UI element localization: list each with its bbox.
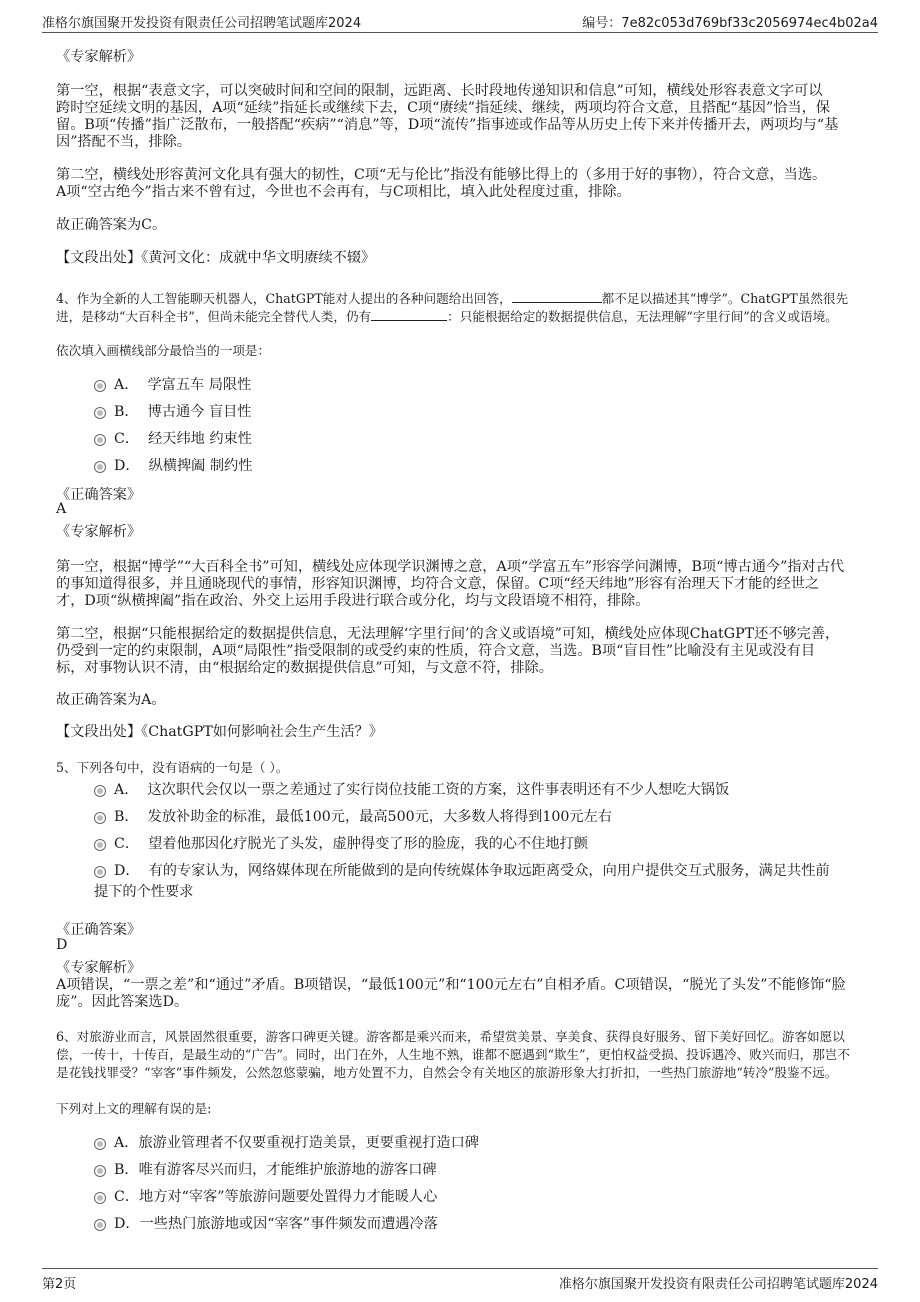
q4-blank-2 <box>371 308 447 321</box>
q4-p2-line: 仍受到一定的约束限制，A项“局限性”指受限制的或受约束的性质，符合文意，当选。B项“盲目性”比喻没有主见或没有目 <box>56 643 816 659</box>
q3-p1-line: 留。B项“传播”指广泛散布，一般搭配“疾病”“消息”等，D项“流传”指事迹或作品等从历史上传下来并传播开去，两项均与“基 <box>56 117 839 133</box>
option-text: 学富五车 局限性 <box>147 377 252 393</box>
option-text: 纵横捭阖 制约性 <box>148 458 253 474</box>
q4-answer: A <box>56 501 67 517</box>
q4-p2-line: 第二空，根据“只能根据给定的数据提供信息，无法理解‘字里行间’的含义或语境”可知，横线处应体现ChatGPT还不够完善， <box>56 626 840 642</box>
q4-p1-line: 才，D项“纵横捭阖”指在政治、外交上运用手段进行联合或分化，均与文段语境不相符，排除。 <box>56 593 650 609</box>
q3-p1-line: 跨时空延续文明的基因，A项“延续”指延长或继续下去，C项“赓续”指延续、继续，两项均符合文意，且搭配“基因”恰当，保 <box>56 100 830 116</box>
q4-conclusion: 故正确答案为A。 <box>56 692 166 708</box>
q5-p1-line: 庞”。因此答案选D。 <box>56 994 189 1010</box>
q5-option-d[interactable] <box>114 860 830 880</box>
q6-option-a[interactable] <box>114 1132 479 1152</box>
q5-p1-line: A项错误，“一票之差”和“通过”矛盾。B项错误，“最低100元”和“100元左右”自相矛盾。C项错误，“脱光了头发”不能修饰“脸 <box>56 977 846 993</box>
q4-stem-text: 进，是移动“大百科全书”，但尚未能完全替代人类，仍有 <box>56 309 372 324</box>
q6-option-d[interactable] <box>114 1213 438 1233</box>
q4-option-c-radio[interactable] <box>94 434 106 446</box>
q4-option-a-radio[interactable] <box>94 380 106 392</box>
q6-stem-line: 偿，一传十，十传百，是最生动的“广告”。同时，出门在外，人生地不熟，谁都不愿遇到“欺生”，更怕权益受损、投诉遇冷、败兴而归，那岂不 <box>56 1047 850 1062</box>
option-text: 望着他那因化疗脱光了头发，虚肿得变了形的脸庞，我的心不住地打颤 <box>148 836 588 852</box>
q4-stem-line2 <box>56 306 838 325</box>
option-letter: C． <box>114 1189 140 1205</box>
q4-option-a[interactable] <box>114 374 251 394</box>
q6-option-d-radio[interactable] <box>94 1219 106 1231</box>
q5-stem: 5、下列各句中，没有语病的一句是（ ）。 <box>56 760 289 775</box>
option-letter: A． <box>114 1135 139 1151</box>
option-text: 一些热门旅游地或因“宰客”事件频发而遭遇冷落 <box>139 1216 438 1232</box>
header-code: 编号：7e82c053d769bf33c2056974ec4b02a4 <box>582 16 878 31</box>
q6-option-c-radio[interactable] <box>94 1192 106 1204</box>
q5-option-d-radio[interactable] <box>94 866 106 878</box>
q6-option-a-radio[interactable] <box>94 1138 106 1150</box>
option-letter: A． <box>114 782 139 798</box>
option-letter: C． <box>114 431 140 447</box>
option-text: 发放补助金的标准，最低100元，最高500元，大多数人将得到100元左右 <box>147 809 612 825</box>
q5-option-d-continued: 提下的个性要求 <box>94 884 194 900</box>
option-letter: A． <box>114 377 139 393</box>
q4-option-b-radio[interactable] <box>94 407 106 419</box>
q4-stem-line1 <box>56 288 848 307</box>
option-letter: B． <box>114 404 139 420</box>
option-letter: C． <box>114 836 140 852</box>
page-header <box>42 10 878 33</box>
option-text: 唯有游客尽兴而归，才能维护旅游地的游客口碑 <box>138 1162 437 1178</box>
option-text: 博古通今 盲目性 <box>147 404 252 420</box>
q4-option-b[interactable] <box>114 401 251 421</box>
q3-analysis-title: 《专家解析》 <box>56 49 142 65</box>
footer-title: 准格尔旗国聚开发投资有限责任公司招聘笔试题库2024 <box>558 1277 878 1292</box>
q5-analysis-title: 《专家解析》 <box>56 960 142 976</box>
q5-answer: D <box>56 937 68 953</box>
option-letter: D． <box>114 1216 140 1232</box>
q3-p2-line: 第二空，横线处形容黄河文化具有强大的韧性，C项“无与伦比”指没有能够比得上的（多用于好的事物），符合文意，当选。 <box>56 167 827 183</box>
q4-stem-text: ：只能根据给定的数据提供信息，无法理解“字里行间”的含义或语境。 <box>447 309 838 324</box>
q3-p1-line: 第一空，根据“表意文字，可以突破时间和空间的限制，远距离、长时段地传递知识和信息”可知，横线处形容表意文字可以 <box>56 83 823 99</box>
q5-answer-title: 《正确答案》 <box>56 922 142 938</box>
q3-p2-line: A项“空古绝今”指古来不曾有过，今世也不会再有，与C项相比，填入此处程度过重，排除。 <box>56 184 631 200</box>
q6-option-c[interactable] <box>114 1186 437 1206</box>
option-text: 这次职代会仅以一票之差通过了实行岗位技能工资的方案，这件事表明还有不少人想吃大锅饭 <box>147 782 730 798</box>
q4-p2-line: 标，对事物认识不清，由“根据给定的数据提供信息”可知，与文意不符，排除。 <box>56 660 553 676</box>
option-letter: B． <box>114 1162 139 1178</box>
option-letter: D． <box>114 863 140 879</box>
option-letter: B． <box>114 809 139 825</box>
q6-prompt: 下列对上文的理解有误的是: <box>56 1101 212 1116</box>
q3-source: 【文段出处】《黄河文化：成就中华文明赓续不辍》 <box>56 250 376 266</box>
q4-source: 【文段出处】《ChatGPT如何影响社会生产生活？》 <box>56 724 383 740</box>
q4-option-c[interactable] <box>114 428 252 448</box>
q6-option-b-radio[interactable] <box>94 1165 106 1177</box>
page-number: 第2页 <box>42 1277 77 1292</box>
q5-option-a-radio[interactable] <box>94 785 106 797</box>
q6-option-b[interactable] <box>114 1159 437 1179</box>
q4-p1-line: 第一空，根据“博学”“大百科全书”可知，横线处应体现学识渊博之意，A项“学富五车”形容学问渊博，B项“博古通今”指对古代 <box>56 559 845 575</box>
q5-option-b-radio[interactable] <box>94 812 106 824</box>
q4-option-d-radio[interactable] <box>94 461 106 473</box>
q4-answer-title: 《正确答案》 <box>56 487 142 503</box>
q4-p1-line: 的事知道得很多，并且通晓现代的事情，形容知识渊博，均符合文意，保留。C项“经天纬地”形容有治理天下才能的经世之 <box>56 576 820 592</box>
q4-option-d[interactable] <box>114 455 252 475</box>
option-text: 地方对“宰客”等旅游问题要处置得力才能暖人心 <box>139 1189 438 1205</box>
option-text: 有的专家认为，网络媒体现在所能做到的是向传统媒体争取远距离受众，向用户提供交互式服务，满足共性前 <box>148 863 830 879</box>
q3-p1-line: 因”搭配不当，排除。 <box>56 134 191 150</box>
q4-stem-text: 都不足以描述其“博学”。ChatGPT虽然很先 <box>601 291 849 306</box>
q4-stem-text: 4、作为全新的人工智能聊天机器人，ChatGPT能对人提出的各种问题给出回答， <box>56 291 512 306</box>
q4-blank-1 <box>512 290 602 303</box>
q4-prompt: 依次填入画横线部分最恰当的一项是： <box>56 343 271 358</box>
q4-analysis-title: 《专家解析》 <box>56 524 142 540</box>
page-footer <box>42 1268 878 1293</box>
q5-option-b[interactable] <box>114 806 612 826</box>
q6-stem-line: 是花钱找罪受？“宰客”事件频发，公然忽悠蒙骗，地方处置不力，自然会令有关地区的旅游形象大打折扣，一些热门旅游地“转冷”殷鉴不远。 <box>56 1065 838 1080</box>
q5-option-c[interactable] <box>114 833 588 853</box>
q5-option-c-radio[interactable] <box>94 839 106 851</box>
option-text: 经天纬地 约束性 <box>148 431 252 447</box>
q3-conclusion: 故正确答案为C。 <box>56 217 167 233</box>
q6-stem-line: 6、对旅游业而言，风景固然很重要，游客口碑更关键。游客都是乘兴而来，希望赏美景、享美食、获得良好服务、留下美好回忆。游客如愿以 <box>56 1029 845 1044</box>
option-letter: D． <box>114 458 140 474</box>
option-text: 旅游业管理者不仅要重视打造美景，更要重视打造口碑 <box>138 1135 479 1151</box>
header-title: 准格尔旗国聚开发投资有限责任公司招聘笔试题库2024 <box>42 16 362 31</box>
q5-option-a[interactable] <box>114 779 729 799</box>
